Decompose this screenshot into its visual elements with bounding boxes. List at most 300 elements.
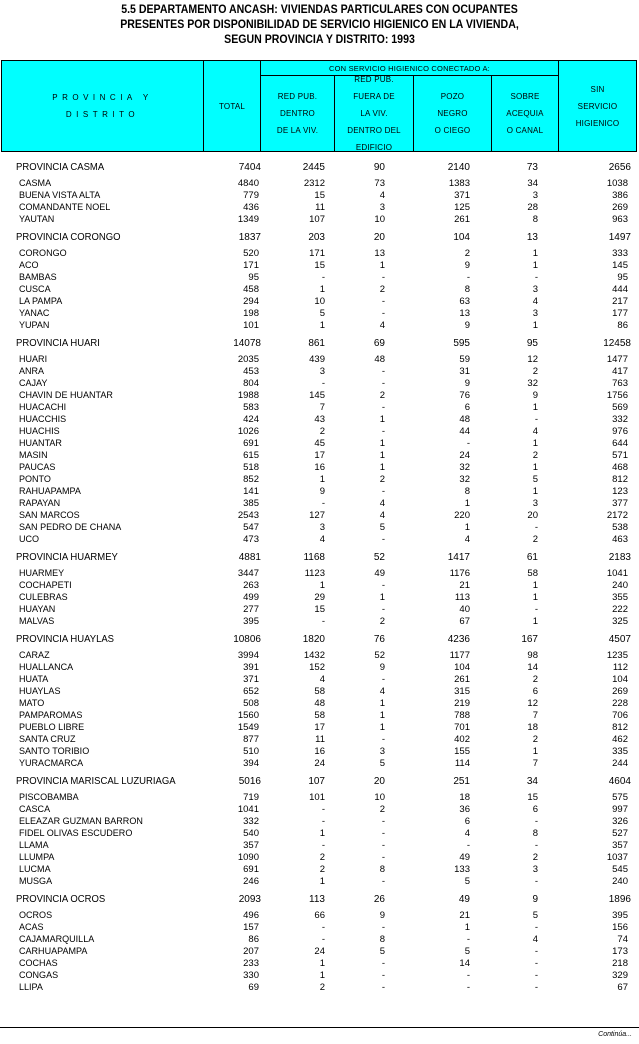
cell-red-dentro: 152: [309, 662, 325, 673]
district-name: UCO: [19, 534, 40, 545]
province-name: PROVINCIA CASMA: [16, 162, 105, 173]
district-name: COMANDANTE NOEL: [19, 202, 111, 213]
cell-red-fuera: 26: [373, 894, 385, 905]
district-row: [0, 840, 639, 852]
cell-red-dentro: 16: [314, 462, 325, 473]
cell-red-dentro: 45: [314, 438, 325, 449]
continues-note: Continúa...: [598, 1031, 632, 1038]
cell-sin: 357: [612, 840, 628, 851]
cell-sin: 538: [612, 522, 628, 533]
cell-total: 473: [243, 534, 259, 545]
province-name: PROVINCIA OCROS: [16, 894, 106, 905]
header-line: LA VIV.: [360, 109, 388, 118]
cell-sin: 812: [612, 722, 628, 733]
cell-pozo: 125: [454, 202, 470, 213]
cell-sobre: 28: [527, 202, 538, 213]
district-row: [0, 202, 639, 214]
cell-sin: 244: [612, 758, 628, 769]
district-row: [0, 946, 639, 958]
cell-red-fuera: 9: [379, 662, 385, 673]
cell-red-fuera: 3: [379, 746, 385, 757]
district-row: [0, 674, 639, 686]
cell-red-dentro: -: [321, 804, 325, 815]
district-name: ANRA: [19, 366, 45, 377]
cell-red-dentro: 5: [319, 308, 325, 319]
district-row: [0, 662, 639, 674]
province-row: [0, 230, 639, 246]
cell-sin: 2183: [608, 552, 631, 563]
cell-sobre: 1: [532, 320, 538, 331]
cell-red-fuera: 1: [379, 722, 385, 733]
district-row: [0, 534, 639, 546]
cell-sobre: 34: [526, 776, 538, 787]
district-row: [0, 568, 639, 580]
cell-pozo: 9: [464, 378, 470, 389]
cell-sobre: -: [534, 958, 538, 969]
cell-sin: 417: [612, 366, 628, 377]
header-provincia-label: PROVINCIA Y: [52, 93, 153, 102]
district-name: LLUMPA: [19, 852, 55, 863]
district-row: [0, 272, 639, 284]
district-row: [0, 498, 639, 510]
cell-total: 1041: [237, 804, 259, 815]
cell-red-fuera: -: [381, 402, 385, 413]
district-name: CARAZ: [19, 650, 50, 661]
cell-pozo: 59: [459, 354, 470, 365]
cell-total: 357: [243, 840, 259, 851]
district-row: [0, 982, 639, 994]
cell-total: 719: [243, 792, 259, 803]
cell-sobre: 14: [527, 662, 538, 673]
cell-pozo: 32: [459, 474, 470, 485]
cell-pozo: 595: [453, 338, 470, 349]
cell-total: 852: [243, 474, 259, 485]
cell-sin: 386: [612, 190, 628, 201]
cell-total: 499: [243, 592, 259, 603]
cell-red-dentro: 1: [319, 876, 325, 887]
cell-red-dentro: 1: [319, 320, 325, 331]
district-name: LLIPA: [19, 982, 43, 993]
cell-sin: 240: [612, 580, 628, 591]
cell-red-fuera: 13: [374, 248, 385, 259]
cell-red-fuera: -: [381, 296, 385, 307]
cell-pozo: 21: [459, 580, 470, 591]
cell-red-fuera: 52: [373, 552, 385, 563]
cell-sobre: 8: [532, 828, 538, 839]
cell-sin: 545: [612, 864, 628, 875]
cell-red-fuera: 73: [374, 178, 385, 189]
district-row: [0, 438, 639, 450]
district-name: CUSCA: [19, 284, 51, 295]
district-row: [0, 462, 639, 474]
cell-sin: 177: [612, 308, 628, 319]
cell-pozo: 1177: [449, 650, 470, 661]
cell-red-fuera: 4: [379, 510, 385, 521]
district-name: PISCOBAMBA: [19, 792, 79, 803]
cell-pozo: -: [466, 970, 470, 981]
district-row: [0, 474, 639, 486]
cell-red-dentro: 17: [314, 722, 325, 733]
cell-total: 436: [243, 202, 259, 213]
cell-sobre: 13: [526, 232, 538, 243]
cell-sin: 240: [612, 876, 628, 887]
cell-red-dentro: -: [321, 922, 325, 933]
district-row: [0, 852, 639, 864]
district-name: CAJAMARQUILLA: [19, 934, 95, 945]
cell-red-dentro: 203: [308, 232, 325, 243]
district-row: [0, 190, 639, 202]
district-name: CHAVIN DE HUANTAR: [19, 390, 113, 401]
cell-pozo: 49: [458, 894, 470, 905]
cell-sobre: -: [534, 522, 538, 533]
district-row: [0, 922, 639, 934]
district-row: [0, 876, 639, 888]
cell-sin: 173: [612, 946, 628, 957]
cell-sobre: 5: [532, 474, 538, 485]
cell-sobre: 2: [532, 674, 538, 685]
district-row: [0, 734, 639, 746]
title-line-1: 5.5 DEPARTAMENTO ANCASH: VIVIENDAS PARTICULARES CON OCUPANTES: [121, 4, 518, 16]
cell-red-fuera: 2: [379, 284, 385, 295]
cell-red-fuera: 20: [373, 776, 385, 787]
cell-red-fuera: 1: [379, 260, 385, 271]
cell-sin: 222: [612, 604, 628, 615]
cell-pozo: 5: [464, 946, 470, 957]
cell-red-fuera: 48: [374, 354, 385, 365]
district-name: HUACCHIS: [19, 414, 67, 425]
district-row: [0, 828, 639, 840]
cell-pozo: 1417: [447, 552, 470, 563]
cell-pozo: 402: [454, 734, 470, 745]
cell-sobre: 4: [532, 296, 538, 307]
cell-red-fuera: 1: [379, 710, 385, 721]
cell-red-fuera: 8: [379, 864, 385, 875]
province-name: PROVINCIA CORONGO: [16, 232, 121, 243]
cell-total: 2543: [237, 510, 259, 521]
district-row: [0, 934, 639, 946]
district-name: COCHAS: [19, 958, 58, 969]
cell-pozo: 5: [464, 876, 470, 887]
district-row: [0, 698, 639, 710]
header-line: FUERA DE: [353, 92, 395, 101]
cell-sobre: 7: [532, 710, 538, 721]
cell-total: 583: [243, 402, 259, 413]
district-row: [0, 592, 639, 604]
cell-sobre: 167: [521, 634, 538, 645]
cell-sin: 156: [612, 922, 628, 933]
cell-pozo: 261: [454, 214, 470, 225]
cell-pozo: 1383: [448, 178, 470, 189]
cell-sobre: 2: [532, 734, 538, 745]
cell-sin: 1038: [606, 178, 628, 189]
cell-pozo: -: [466, 438, 470, 449]
cell-pozo: 1176: [449, 568, 470, 579]
cell-total: 1988: [237, 390, 259, 401]
cell-sobre: -: [534, 876, 538, 887]
cell-red-dentro: 17: [314, 450, 325, 461]
cell-red-dentro: 439: [309, 354, 325, 365]
title-line-3: SEGUN PROVINCIA Y DISTRITO: 1993: [224, 34, 415, 46]
cell-sobre: 7: [532, 758, 538, 769]
cell-sin: 569: [612, 402, 628, 413]
cell-pozo: 4: [464, 828, 470, 839]
cell-red-dentro: 1: [319, 958, 325, 969]
cell-red-dentro: 4: [319, 534, 325, 545]
cell-sobre: -: [534, 840, 538, 851]
cell-red-dentro: 43: [314, 414, 325, 425]
cell-red-dentro: 1: [319, 474, 325, 485]
cell-pozo: 701: [454, 722, 470, 733]
cell-sobre: 15: [527, 792, 538, 803]
cell-total: 330: [243, 970, 259, 981]
district-name: SAN MARCOS: [19, 510, 80, 521]
district-name: HUACACHI: [19, 402, 67, 413]
cell-red-fuera: -: [381, 982, 385, 993]
cell-pozo: 788: [454, 710, 470, 721]
cell-sobre: -: [534, 816, 538, 827]
cell-red-fuera: -: [381, 580, 385, 591]
cell-red-dentro: 3: [319, 522, 325, 533]
cell-pozo: 8: [464, 486, 470, 497]
cell-red-dentro: 171: [309, 248, 325, 259]
header-line: DENTRO DEL: [347, 126, 401, 135]
cell-red-fuera: 1: [379, 462, 385, 473]
cell-pozo: 18: [459, 792, 470, 803]
header-line: SOBRE: [510, 92, 540, 101]
province-row: [0, 550, 639, 566]
cell-pozo: 14: [459, 958, 470, 969]
cell-red-fuera: -: [381, 378, 385, 389]
cell-sin: 706: [612, 710, 628, 721]
cell-red-fuera: 1: [379, 592, 385, 603]
cell-pozo: 1: [464, 922, 470, 933]
cell-red-fuera: 1: [379, 438, 385, 449]
cell-sobre: 1: [532, 402, 538, 413]
cell-sobre: -: [534, 946, 538, 957]
cell-red-dentro: 15: [314, 604, 325, 615]
district-name: SANTA CRUZ: [19, 734, 76, 745]
district-row: [0, 308, 639, 320]
header-line: RED PUB.: [354, 75, 394, 84]
cell-red-fuera: 1: [379, 414, 385, 425]
cell-red-fuera: 8: [379, 934, 385, 945]
district-row: [0, 248, 639, 260]
cell-sobre: -: [534, 414, 538, 425]
cell-red-dentro: 66: [314, 910, 325, 921]
cell-total: 14078: [233, 338, 261, 349]
cell-sin: 332: [612, 414, 628, 425]
cell-sobre: 12: [527, 354, 538, 365]
cell-sin: 104: [612, 674, 628, 685]
cell-total: 458: [243, 284, 259, 295]
cell-red-dentro: 1: [319, 284, 325, 295]
cell-sobre: 1: [532, 616, 538, 627]
cell-red-fuera: -: [381, 272, 385, 283]
cell-pozo: 76: [459, 390, 470, 401]
cell-red-dentro: 15: [314, 260, 325, 271]
header-red-fuera: [335, 76, 413, 151]
cell-total: 496: [243, 910, 259, 921]
district-row: [0, 722, 639, 734]
cell-red-fuera: 2: [379, 390, 385, 401]
cell-pozo: 32: [459, 462, 470, 473]
cell-total: 1090: [237, 852, 259, 863]
district-name: MATO: [19, 698, 45, 709]
cell-red-fuera: -: [381, 426, 385, 437]
cell-red-dentro: 9: [319, 486, 325, 497]
cell-red-fuera: 4: [379, 190, 385, 201]
header-line: RED PUB.: [277, 92, 318, 101]
cell-pozo: 48: [459, 414, 470, 425]
cell-sin: 12458: [603, 338, 631, 349]
cell-pozo: 9: [464, 260, 470, 271]
cell-red-dentro: 2312: [303, 178, 325, 189]
cell-total: 277: [243, 604, 259, 615]
cell-sobre: 1: [532, 462, 538, 473]
cell-red-dentro: 113: [309, 894, 325, 905]
district-name: MUSGA: [19, 876, 53, 887]
district-row: [0, 414, 639, 426]
cell-red-dentro: 101: [309, 792, 325, 803]
cell-pozo: 6: [464, 816, 470, 827]
header-sin: [559, 61, 636, 151]
header-pozo: [414, 76, 491, 151]
cell-pozo: 104: [454, 662, 470, 673]
cell-red-fuera: -: [381, 876, 385, 887]
cell-sobre: 9: [532, 390, 538, 401]
cell-sobre: 3: [532, 498, 538, 509]
district-name: PUEBLO LIBRE: [19, 722, 85, 733]
district-row: [0, 816, 639, 828]
district-name: PAUCAS: [19, 462, 56, 473]
cell-sin: 86: [617, 320, 628, 331]
cell-total: 1026: [237, 426, 259, 437]
cell-sin: 145: [612, 260, 628, 271]
cell-sobre: 3: [532, 190, 538, 201]
cell-red-dentro: 107: [309, 214, 325, 225]
cell-sin: 67: [617, 982, 628, 993]
province-name: PROVINCIA HUARI: [16, 338, 100, 349]
cell-red-fuera: 2: [379, 474, 385, 485]
district-name: SAN PEDRO DE CHANA: [19, 522, 122, 533]
cell-sobre: 1: [532, 580, 538, 591]
cell-total: 394: [243, 758, 259, 769]
cell-red-dentro: 15: [314, 190, 325, 201]
cell-sobre: 9: [532, 894, 538, 905]
district-name: RAPAYAN: [19, 498, 61, 509]
cell-red-dentro: 10: [314, 296, 325, 307]
cell-sin: 444: [612, 284, 628, 295]
district-row: [0, 686, 639, 698]
cell-sobre: -: [534, 982, 538, 993]
district-name: COCHAPETI: [19, 580, 72, 591]
cell-total: 691: [243, 864, 259, 875]
province-name: PROVINCIA HUARMEY: [16, 552, 118, 563]
header-group-conectado: CON SERVICIO HIGIENICO CONECTADO A:: [329, 64, 490, 73]
cell-pozo: 2: [464, 248, 470, 259]
district-row: [0, 616, 639, 628]
cell-red-dentro: 2445: [302, 162, 325, 173]
cell-red-dentro: 16: [314, 746, 325, 757]
cell-total: 207: [243, 946, 259, 957]
cell-sin: 1756: [606, 390, 628, 401]
cell-red-dentro: 24: [314, 758, 325, 769]
cell-total: 3994: [237, 650, 259, 661]
cell-sobre: 1: [532, 248, 538, 259]
cell-pozo: 31: [459, 366, 470, 377]
district-row: [0, 970, 639, 982]
cell-total: 2035: [237, 354, 259, 365]
cell-total: 7404: [238, 162, 261, 173]
cell-pozo: 155: [454, 746, 470, 757]
cell-red-dentro: -: [321, 272, 325, 283]
cell-sobre: 20: [527, 510, 538, 521]
cell-sin: 325: [612, 616, 628, 627]
cell-sobre: 3: [532, 308, 538, 319]
cell-red-fuera: 5: [379, 758, 385, 769]
cell-red-dentro: 11: [315, 202, 325, 213]
cell-sin: 2172: [606, 510, 628, 521]
cell-sin: 217: [612, 296, 628, 307]
cell-pozo: 315: [454, 686, 470, 697]
district-name: CARHUAPAMPA: [19, 946, 88, 957]
cell-pozo: 63: [459, 296, 470, 307]
cell-sobre: 2: [532, 852, 538, 863]
district-row: [0, 804, 639, 816]
cell-sobre: 73: [526, 162, 538, 173]
cell-red-fuera: 4: [379, 686, 385, 697]
cell-red-dentro: 1: [319, 580, 325, 591]
cell-red-dentro: 29: [314, 592, 325, 603]
cell-sin: 4604: [608, 776, 631, 787]
district-row: [0, 214, 639, 226]
cell-sobre: -: [534, 272, 538, 283]
cell-sobre: 12: [527, 698, 538, 709]
cell-total: 233: [243, 958, 259, 969]
cell-red-dentro: -: [321, 498, 325, 509]
district-name: HUARI: [19, 354, 48, 365]
cell-sobre: 58: [527, 568, 538, 579]
district-name: HUANTAR: [19, 438, 62, 449]
cell-red-dentro: 24: [314, 946, 325, 957]
district-row: [0, 402, 639, 414]
cell-sobre: 3: [532, 864, 538, 875]
cell-red-dentro: -: [321, 378, 325, 389]
cell-pozo: 1: [464, 522, 470, 533]
district-name: BAMBAS: [19, 272, 57, 283]
district-row: [0, 758, 639, 770]
district-row: [0, 710, 639, 722]
cell-sin: 468: [612, 462, 628, 473]
cell-red-fuera: -: [381, 486, 385, 497]
cell-red-dentro: 11: [315, 734, 325, 745]
header-line: SIN: [590, 84, 605, 94]
cell-total: 246: [243, 876, 259, 887]
cell-sobre: 5: [532, 910, 538, 921]
cell-pozo: 6: [464, 402, 470, 413]
cell-red-dentro: 2: [319, 852, 325, 863]
cell-sobre: 1: [532, 260, 538, 271]
cell-sin: 575: [612, 792, 628, 803]
table-body: [0, 160, 639, 994]
cell-red-fuera: 52: [374, 650, 385, 661]
district-name: HUACHIS: [19, 426, 60, 437]
cell-pozo: 13: [459, 308, 470, 319]
cell-red-dentro: 145: [309, 390, 325, 401]
cell-sin: 997: [612, 804, 628, 815]
cell-total: 4840: [237, 178, 259, 189]
cell-sin: 1041: [606, 568, 628, 579]
